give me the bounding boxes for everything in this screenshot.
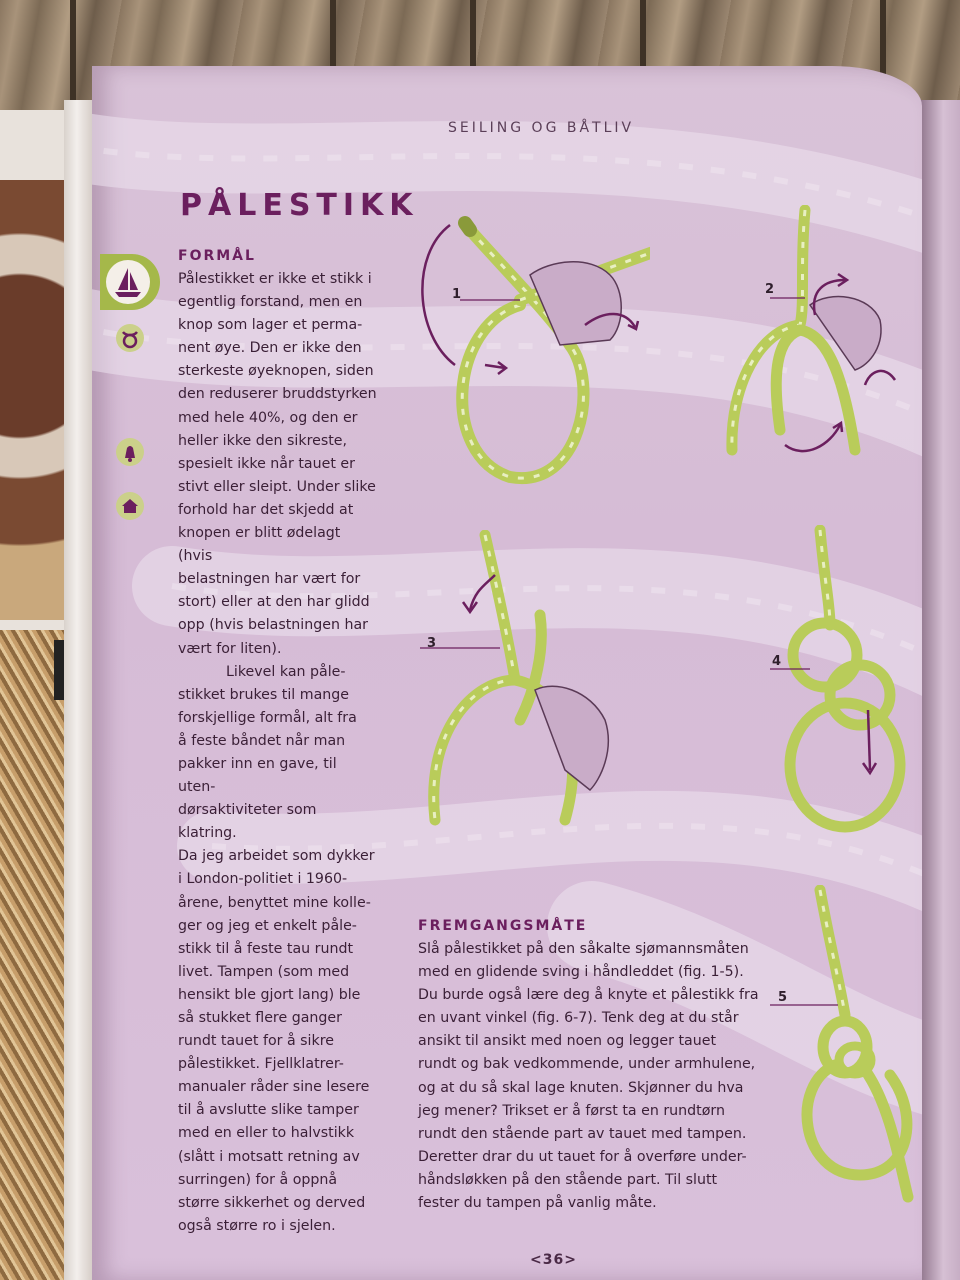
figure-2-label: 2	[765, 282, 775, 297]
text-line: (slått i motsatt retning av	[178, 1148, 360, 1165]
text-line: Du burde også lære deg å knyte et pålestikk fra	[418, 987, 759, 1004]
figure-5-label: 5	[778, 990, 788, 1005]
text-line: Slå pålestikket på den såkalte sjømannsmåten	[418, 941, 749, 957]
text-line: hensikt ble gjort lang) ble	[178, 986, 361, 1003]
section-heading-formal: FORMÅL	[178, 248, 256, 264]
facing-page-edge	[918, 100, 960, 1280]
text-line: heller ikke den sikreste,	[178, 432, 348, 449]
text-line: rundt og bak vedkommende, under armhulene,	[418, 1056, 756, 1073]
text-line: stikket brukes til mange	[178, 686, 349, 703]
text-line: stort) eller at den har glidd	[178, 594, 370, 611]
text-line: en uvant vinkel (fig. 6-7). Tenk deg at du står	[418, 1010, 739, 1027]
text-line: forskjellige formål, alt fra	[178, 709, 357, 726]
knot-icon	[116, 324, 144, 352]
figure-3-label: 3	[427, 636, 437, 651]
text-line: manualer råder sine lesere	[178, 1079, 370, 1096]
text-line: stivt eller sleipt. Under slike	[178, 478, 376, 495]
figure-5-illustration	[770, 885, 920, 1205]
text-line: med en eller to halvstikk	[178, 1125, 355, 1142]
sailboat-icon	[106, 260, 150, 304]
adjacent-book-photo	[0, 630, 66, 1280]
text-line: forhold har det skjedd at	[178, 501, 354, 518]
text-line: pakker inn en gave, til uten-	[178, 755, 337, 796]
fremgangsmate-body-text	[418, 938, 766, 1215]
text-line: jeg mener? Trikset er å først ta en rundtørn	[418, 1102, 725, 1119]
text-line: nent øye. Den er ikke den	[178, 340, 362, 357]
adjacent-book-photo	[0, 180, 66, 620]
page-title: PÅLESTIKK	[180, 188, 419, 223]
text-line: knopen er blitt ødelagt (hvis	[178, 525, 341, 565]
text-line: dørsaktiviteter som klatring.	[178, 802, 317, 842]
text-line: sterkeste øyeknopen, siden	[178, 363, 374, 380]
text-line: livet. Tampen (som med	[178, 963, 350, 980]
text-line: ansikt til ansikt med noen og legger tauet	[418, 1033, 717, 1050]
text-line: Likevel kan påle-	[226, 663, 346, 680]
text-line: surringen) for å oppnå	[178, 1171, 338, 1188]
text-line: Da jeg arbeidet som dykker	[178, 848, 375, 865]
bell-icon	[116, 438, 144, 466]
text-line: ger og jeg et enkelt påle-	[178, 917, 357, 934]
running-header: SEILING OG BÅTLIV	[448, 120, 635, 136]
text-line: også større ro i sjelen.	[178, 1217, 336, 1234]
text-line: knop som lager et perma-	[178, 317, 363, 334]
text-line: vært for liten).	[178, 640, 282, 657]
text-line: pålestikket. Fjellklatrer-	[178, 1056, 344, 1073]
text-line: opp (hvis belastningen har	[178, 617, 368, 634]
text-line: så stukket flere ganger	[178, 1010, 342, 1026]
text-line: håndsløkken på den stående part. Til slutt	[418, 1171, 718, 1188]
text-line: og at du så skal lage knuten. Skjønner du hva	[418, 1079, 744, 1096]
text-line: stikk til å feste tau rundt	[178, 940, 354, 957]
text-line: større sikkerhet og derved	[178, 1194, 366, 1211]
figure-4-label: 4	[772, 654, 782, 669]
text-line: belastningen har vært for	[178, 571, 361, 588]
figure-2-illustration	[720, 205, 910, 460]
figure-4-illustration	[770, 525, 920, 835]
section-heading-fremgangsmate: FREMGANGSMÅTE	[418, 918, 588, 934]
text-line: Deretter drar du ut tauet for å overføre under-	[418, 1148, 747, 1165]
text-line: rundt den stående part av tauet med tampen.	[418, 1125, 747, 1142]
text-line: egentlig forstand, men en	[178, 294, 363, 311]
text-line: Pålestikket er ikke et stikk i	[178, 271, 372, 287]
house-icon	[116, 492, 144, 520]
text-line: å feste båndet når man	[178, 732, 346, 749]
text-line: den reduserer bruddstyrken	[178, 386, 377, 403]
text-line: årene, benyttet mine kolle-	[178, 894, 371, 911]
page-number: <36>	[530, 1252, 577, 1268]
text-line: med en glidende sving i håndleddet (fig. 1-5).	[418, 964, 744, 981]
text-line: til å avslutte slike tamper	[178, 1102, 359, 1119]
figure-3-illustration	[415, 530, 630, 830]
text-line: med hele 40%, og den er	[178, 409, 358, 426]
text-line: i London-politiet i 1960-	[178, 871, 348, 888]
text-line: spesielt ikke når tauet er	[178, 455, 355, 472]
figure-1-illustration	[410, 215, 650, 490]
text-line: rundt tauet for å sikre	[178, 1033, 334, 1050]
text-line: fester du tampen på vanlig måte.	[418, 1195, 657, 1212]
figure-1-label: 1	[452, 287, 462, 302]
formal-body-text	[178, 268, 378, 1238]
